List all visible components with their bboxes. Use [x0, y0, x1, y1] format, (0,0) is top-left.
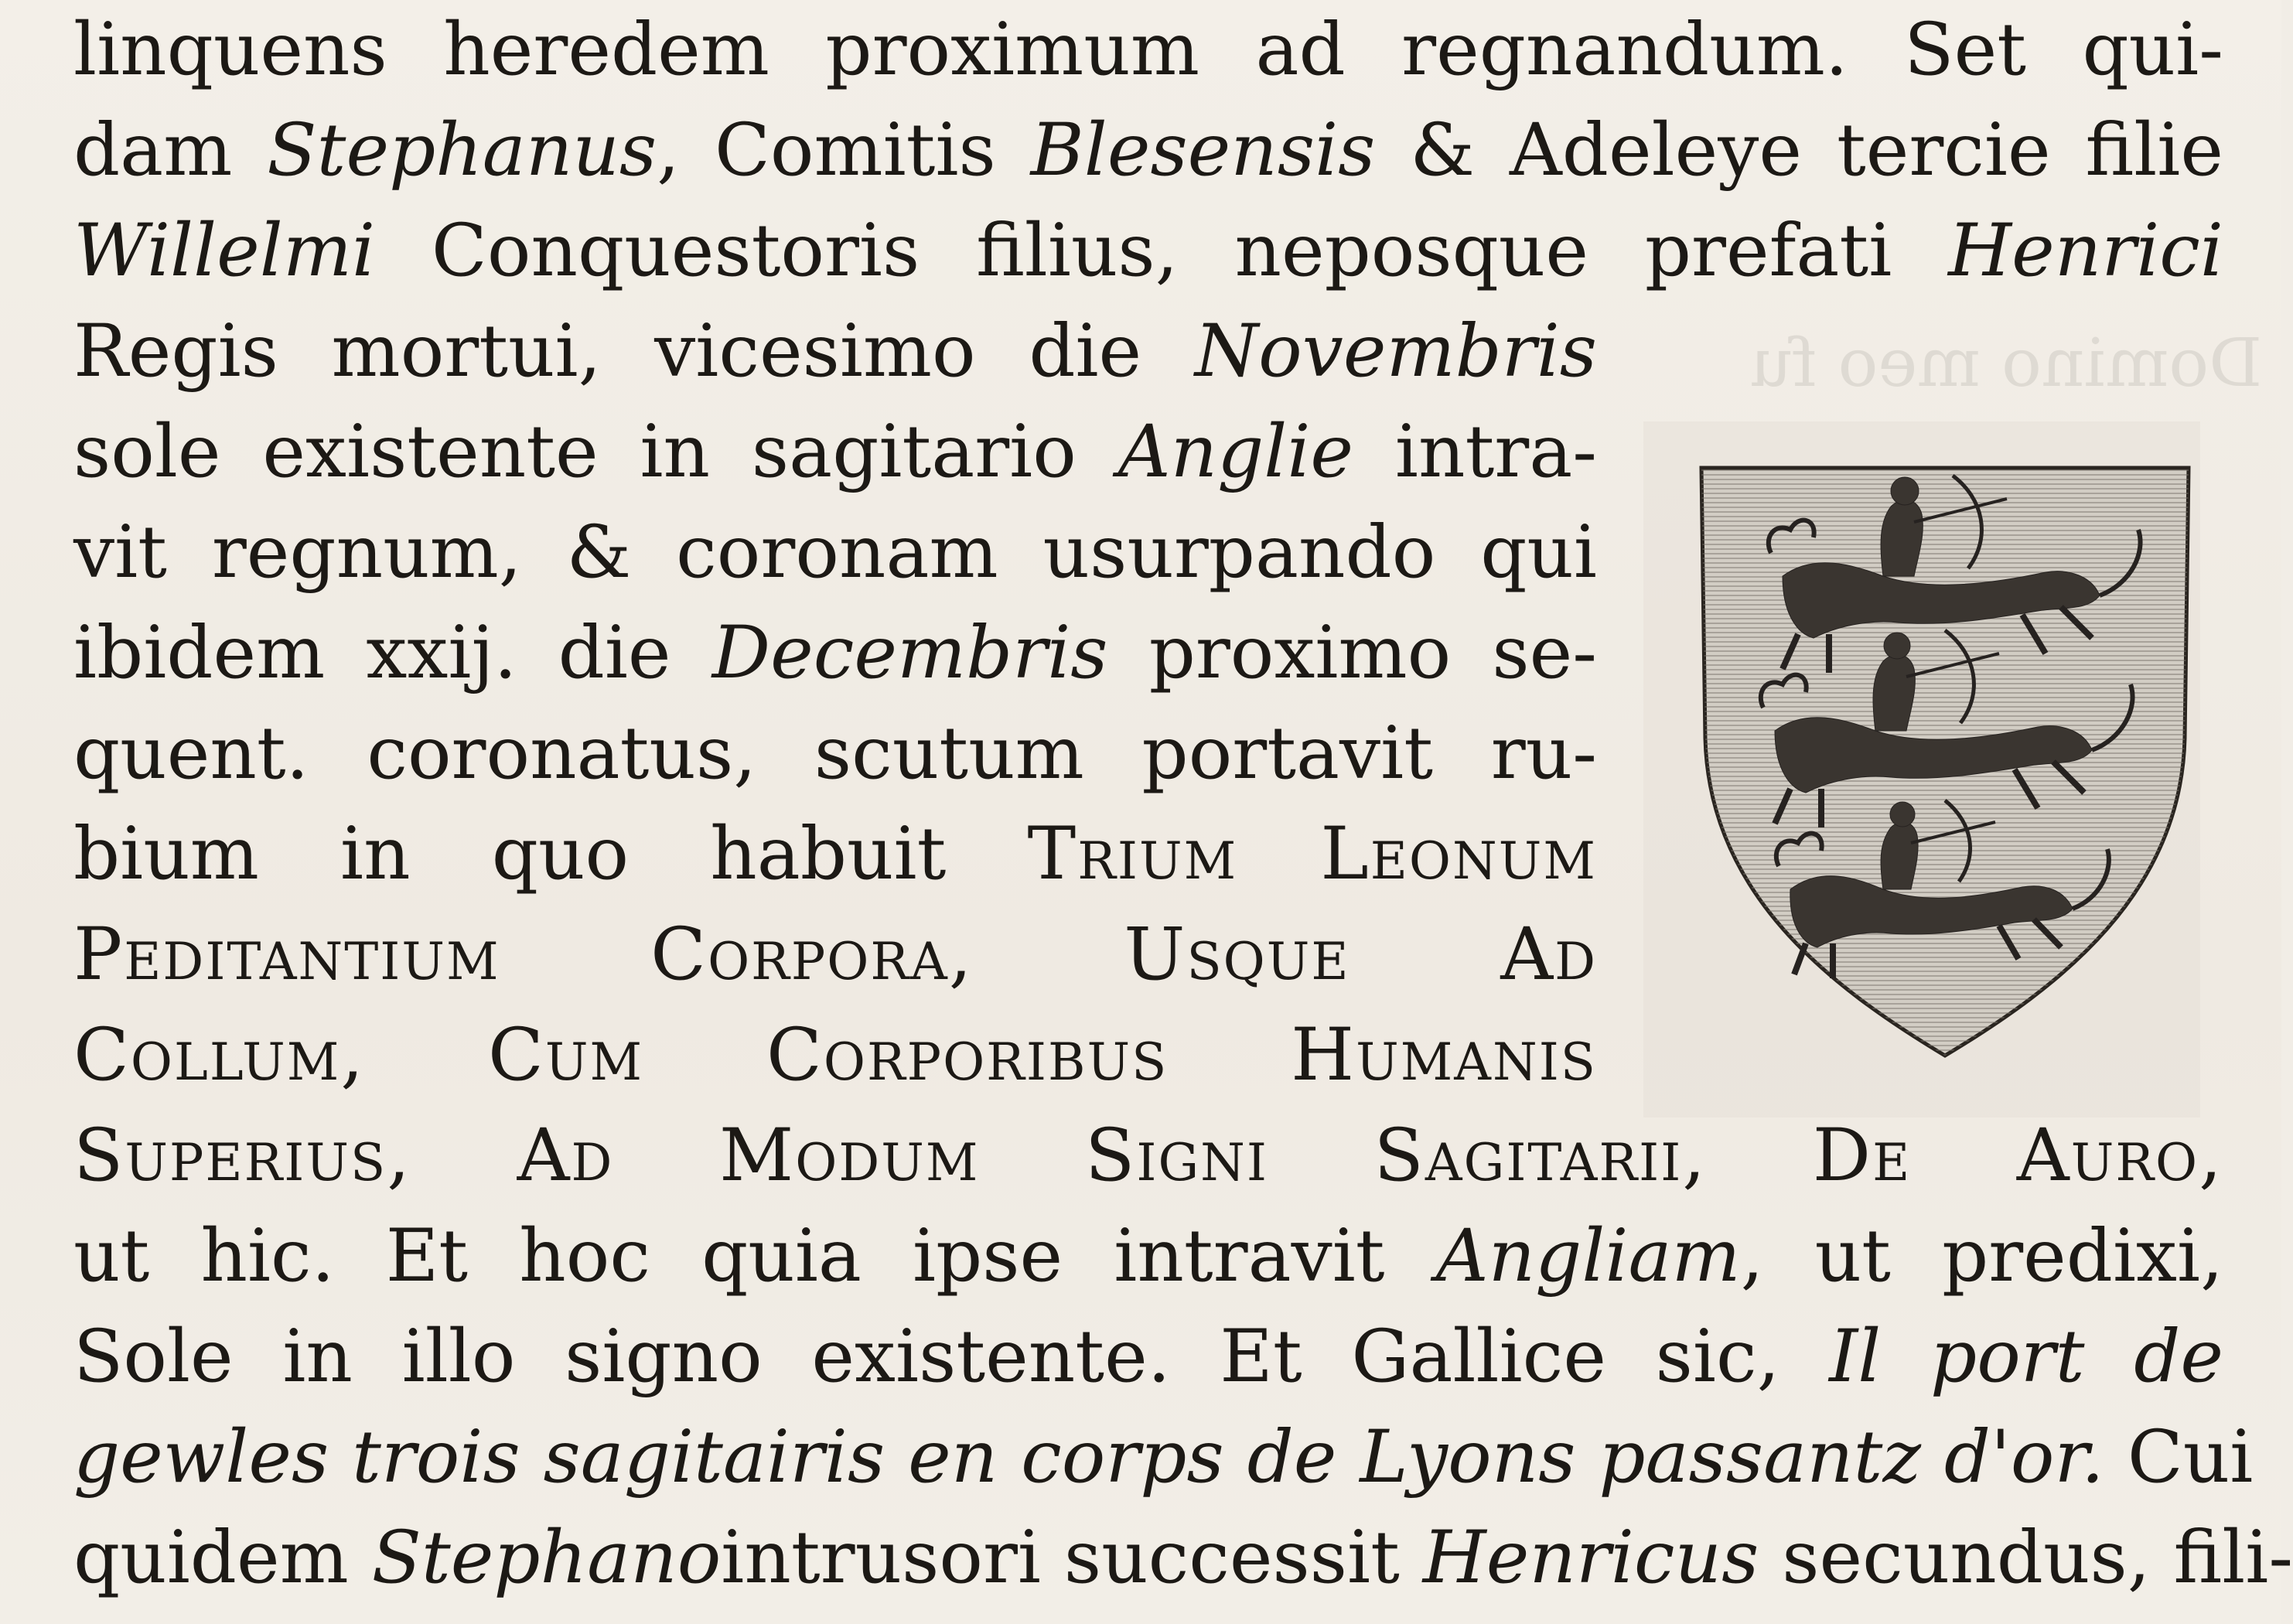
text-segment: quidem — [73, 1516, 372, 1600]
text-segment: Trium Leonum — [1027, 812, 1597, 896]
text-segment: linquens heredem proximum ad regnandum. Set qui- — [73, 8, 2223, 92]
text-line — [73, 603, 1597, 704]
text-segment: Regis mortui, vicesimo die — [73, 309, 1195, 394]
text-segment: Blesensis — [1030, 108, 1376, 193]
text-line — [73, 503, 1597, 603]
text-line — [73, 201, 2223, 302]
text-segment: quent. coronatus, scutum portavit ru- — [73, 711, 1597, 796]
text-line — [73, 704, 1597, 804]
text-segment: intra- — [1353, 410, 1597, 494]
text-segment: intrusori successit — [721, 1516, 1423, 1600]
text-segment: ibidem xxij. die — [73, 611, 712, 695]
text-line — [73, 101, 2223, 201]
heraldic-shield-icon — [1698, 460, 2192, 1063]
text-segment: , ut predixi, — [1740, 1214, 2223, 1298]
text-segment: Stephanus — [267, 108, 657, 193]
text-segment: sole existente in sagitario — [73, 410, 1118, 494]
text-segment: dam — [73, 108, 268, 193]
text-segment: Il port de — [1829, 1315, 2224, 1399]
text-segment: Superius, Ad Modum Signi Sagitarii, De Auro, — [73, 1114, 2223, 1198]
text-line — [73, 0, 2223, 101]
text-segment: Decembris — [711, 611, 1108, 695]
text-segment: secundus, fili- — [1759, 1516, 2293, 1600]
text-segment: Peditantium Corpora, Usque Ad — [73, 913, 1597, 997]
text-segment: Cui — [2104, 1415, 2254, 1499]
text-segment: vit regnum, & coronam usurpando qui — [73, 510, 1597, 595]
show-through-text: Domino meo fu — [1749, 325, 2262, 402]
text-line — [73, 402, 1597, 503]
text-segment: & Adeleye tercie filie — [1375, 108, 2223, 193]
text-segment: Stephano — [371, 1516, 722, 1600]
text-segment: Conquestoris filius, neposque prefati — [375, 209, 1949, 293]
text-segment: Sole in illo signo existente. Et Gallice sic, — [73, 1315, 1830, 1399]
text-segment: Henrici — [1948, 209, 2223, 293]
text-segment: Novembris — [1194, 309, 1597, 394]
text-segment: Anglie — [1117, 410, 1354, 494]
text-segment: Angliam — [1435, 1214, 1741, 1298]
text-segment: Collum, Cum Corporibus Humanis — [73, 1013, 1597, 1097]
text-line — [73, 1508, 2293, 1609]
text-line — [73, 1005, 1597, 1106]
text-segment: Willelmi — [73, 209, 376, 293]
text-segment: Henricus — [1422, 1516, 1759, 1600]
text-line — [73, 1307, 2223, 1407]
text-line — [73, 905, 1597, 1005]
text-segment: gewles trois sagitairis en corps de Lyons passantz d'or. — [73, 1415, 2104, 1499]
text-segment: , Comitis — [657, 108, 1031, 193]
text-line — [73, 1206, 2223, 1307]
text-segment: ut hic. Et hoc quia ipse intravit — [73, 1214, 1436, 1298]
text-line — [73, 804, 1597, 905]
text-segment: bium in quo habuit — [73, 812, 1028, 896]
text-line — [73, 1407, 2254, 1508]
text-segment: proximo se- — [1107, 611, 1597, 695]
text-line — [73, 1106, 2223, 1206]
text-line — [73, 302, 1597, 402]
